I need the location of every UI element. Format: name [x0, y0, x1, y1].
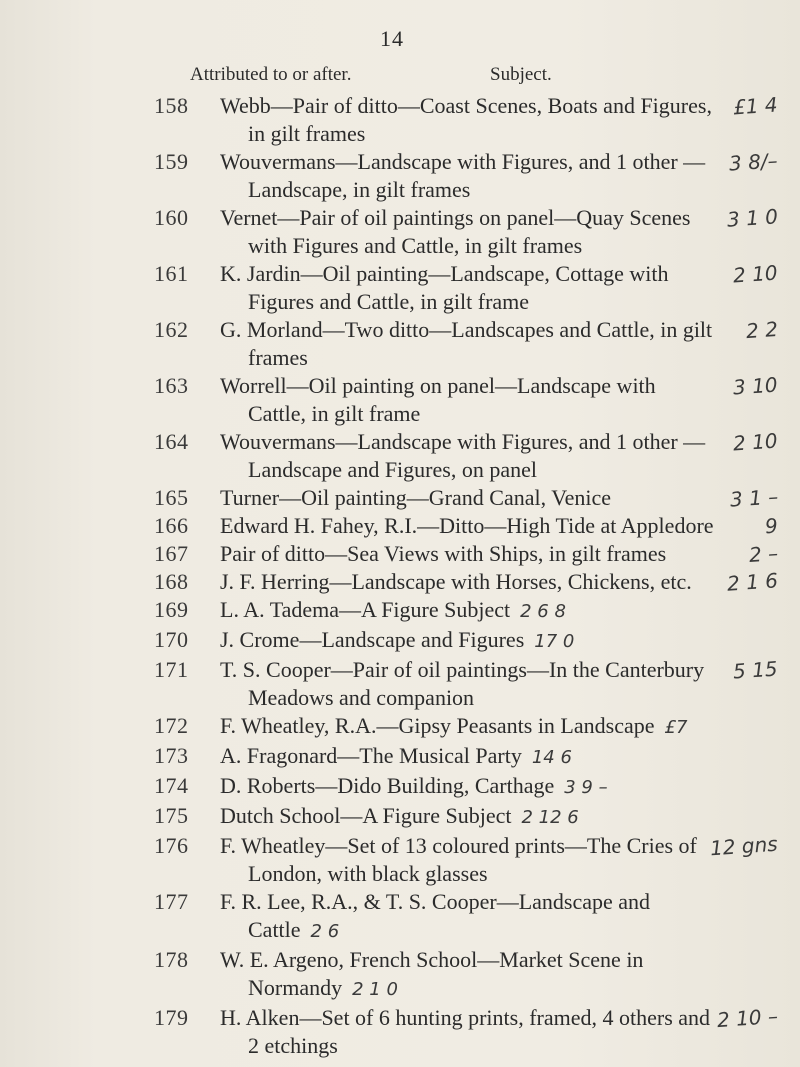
handwritten-price-note: 3 10: [732, 372, 779, 400]
handwritten-price-note: 2 1 6: [726, 568, 779, 596]
lot-description-text: Webb—Pair of ditto—Coast Scenes, Boats and Figures, in gilt frames: [220, 93, 712, 146]
lot-description: [220, 92, 728, 148]
lot-description: [220, 772, 728, 802]
lot-description-text: Worrell—Oil painting on panel—Landscape with Cattle, in gilt frame: [220, 373, 656, 426]
lot-description: [220, 742, 728, 772]
attributed-column-label: Attributed to or after.: [190, 64, 352, 85]
lot-description: [220, 712, 728, 742]
lot-entry: [0, 596, 800, 626]
lot-entry: [0, 712, 800, 742]
lot-description-text: Wouvermans—Landscape with Figures, and 1 other — Landscape, in gilt frames: [220, 149, 706, 202]
lot-description: [220, 512, 728, 540]
lot-description: [220, 946, 728, 1004]
lot-description-text: Wouvermans—Landscape with Figures, and 1 other — Landscape and Figures, on panel: [220, 429, 706, 482]
page-number: 14: [380, 26, 404, 51]
lot-description: [220, 596, 728, 626]
lot-entry: [0, 512, 800, 540]
lot-description: [220, 802, 728, 832]
lot-description: [220, 260, 728, 316]
lot-description-text: Edward H. Fahey, R.I.—Ditto—High Tide at Appledore: [220, 513, 714, 538]
lot-description: [220, 626, 728, 656]
lot-number: 158: [154, 93, 189, 118]
lot-entry: [0, 260, 800, 316]
lot-entry: [0, 568, 800, 596]
lot-number: 160: [154, 205, 189, 230]
lot-description: [220, 204, 728, 260]
handwritten-price-note: 17 0: [534, 631, 575, 652]
lot-description: [220, 1004, 728, 1060]
lot-entry: [0, 832, 800, 888]
handwritten-price-note: 2 12 6: [521, 807, 579, 828]
lot-number: 165: [154, 485, 189, 510]
handwritten-price-note: 2 6: [310, 921, 340, 942]
lot-description-text: Vernet—Pair of oil paintings on panel—Quay Scenes with Figures and Cattle, in gilt frames: [220, 205, 691, 258]
handwritten-price-note: 2 –: [748, 541, 779, 567]
lot-number: 161: [154, 261, 189, 286]
lot-number: 162: [154, 317, 189, 342]
lot-number: 172: [154, 713, 189, 738]
handwritten-price-note: 12 gns: [709, 831, 779, 861]
subject-column-label: Subject.: [490, 64, 552, 85]
lot-description: [220, 428, 728, 484]
lot-entry: [0, 540, 800, 568]
lot-number: 171: [154, 657, 189, 682]
lot-description: [220, 316, 728, 372]
lot-number: 167: [154, 541, 189, 566]
handwritten-price-note: £1 4: [732, 92, 779, 120]
lot-description-text: L. A. Tadema—A Figure Subject: [220, 597, 511, 622]
lot-description-text: Turner—Oil painting—Grand Canal, Venice: [220, 485, 612, 510]
handwritten-price-note: 2 2: [745, 316, 779, 344]
lot-entry: [0, 92, 800, 148]
lot-entry: [0, 656, 800, 712]
lot-entry: [0, 802, 800, 832]
lot-description: [220, 372, 728, 428]
handwritten-price-note: 3 1 –: [729, 484, 779, 512]
lot-description-text: Dutch School—A Figure Subject: [220, 803, 512, 828]
lot-description-text: G. Morland—Two ditto—Landscapes and Cattle, in gilt frames: [220, 317, 713, 370]
lot-description-text: Pair of ditto—Sea Views with Ships, in gilt frames: [220, 541, 667, 566]
lot-entry: [0, 626, 800, 656]
handwritten-price-note: 3 8/–: [728, 148, 779, 176]
lot-entry: [0, 742, 800, 772]
lot-description-text: D. Roberts—Dido Building, Carthage: [220, 773, 555, 798]
lot-description-text: J. Crome—Landscape and Figures: [220, 627, 525, 652]
lot-description-text: F. Wheatley, R.A.—Gipsy Peasants in Landscape: [220, 713, 655, 738]
lot-entry: [0, 428, 800, 484]
lot-number: 169: [154, 597, 189, 622]
handwritten-price-note: 2 10 –: [716, 1003, 779, 1033]
lot-description-text: F. Wheatley—Set of 13 coloured prints—The Cries of London, with black glasses: [220, 833, 697, 886]
lot-description-text: J. F. Herring—Landscape with Horses, Chickens, etc.: [220, 569, 692, 594]
lot-number: 166: [154, 513, 189, 538]
lot-entry: [0, 372, 800, 428]
lot-number: 164: [154, 429, 189, 454]
lot-description: [220, 484, 728, 512]
lot-number: 175: [154, 803, 189, 828]
lot-entry: [0, 484, 800, 512]
handwritten-price-note: 3 9 –: [564, 777, 608, 798]
lot-description: [220, 832, 728, 888]
handwritten-price-note: 2 10: [732, 428, 779, 456]
lot-description: [220, 148, 728, 204]
lot-entry: [0, 316, 800, 372]
lot-description-text: W. E. Argeno, French School—Market Scene in Normandy: [220, 947, 644, 1000]
lot-entry: [0, 888, 800, 946]
lot-description: [220, 540, 728, 568]
lot-description-text: A. Fragonard—The Musical Party: [220, 743, 522, 768]
lot-entry: [0, 1004, 800, 1060]
lot-entry: [0, 148, 800, 204]
lot-number: 168: [154, 569, 189, 594]
lot-description: [220, 888, 728, 946]
lot-description-text: T. S. Cooper—Pair of oil paintings—In the Canterbury Meadows and companion: [220, 657, 705, 710]
lot-number: 174: [154, 773, 189, 798]
lot-number: 178: [154, 947, 189, 972]
lot-entry: [0, 204, 800, 260]
lot-number: 177: [154, 889, 189, 914]
handwritten-price-note: £7: [664, 717, 688, 738]
lot-number: 176: [154, 833, 189, 858]
lot-number: 179: [154, 1005, 189, 1030]
handwritten-price-note: 14 6: [531, 747, 572, 768]
lot-number: 159: [154, 149, 189, 174]
lot-number: 163: [154, 373, 189, 398]
handwritten-price-note: 2 1 0: [352, 979, 398, 1000]
lot-description: [220, 656, 728, 712]
lot-entry: [0, 772, 800, 802]
handwritten-price-note: 5 15: [732, 656, 779, 684]
lot-list: [0, 92, 800, 1060]
handwritten-price-note: 3 1 0: [726, 204, 779, 232]
lot-description-text: F. R. Lee, R.A., & T. S. Cooper—Landscape and Cattle: [220, 889, 651, 942]
lot-description-text: K. Jardin—Oil painting—Landscape, Cottage with Figures and Cattle, in gilt frame: [220, 261, 669, 314]
lot-number: 173: [154, 743, 189, 768]
lot-number: 170: [154, 627, 189, 652]
lot-description: [220, 568, 728, 596]
handwritten-price-note: 9: [764, 513, 779, 539]
lot-entry: [0, 946, 800, 1004]
handwritten-price-note: 2 6 8: [520, 601, 566, 622]
lot-description-text: H. Alken—Set of 6 hunting prints, framed, 4 others and 2 etchings: [220, 1005, 711, 1058]
handwritten-price-note: 2 10: [732, 260, 779, 288]
